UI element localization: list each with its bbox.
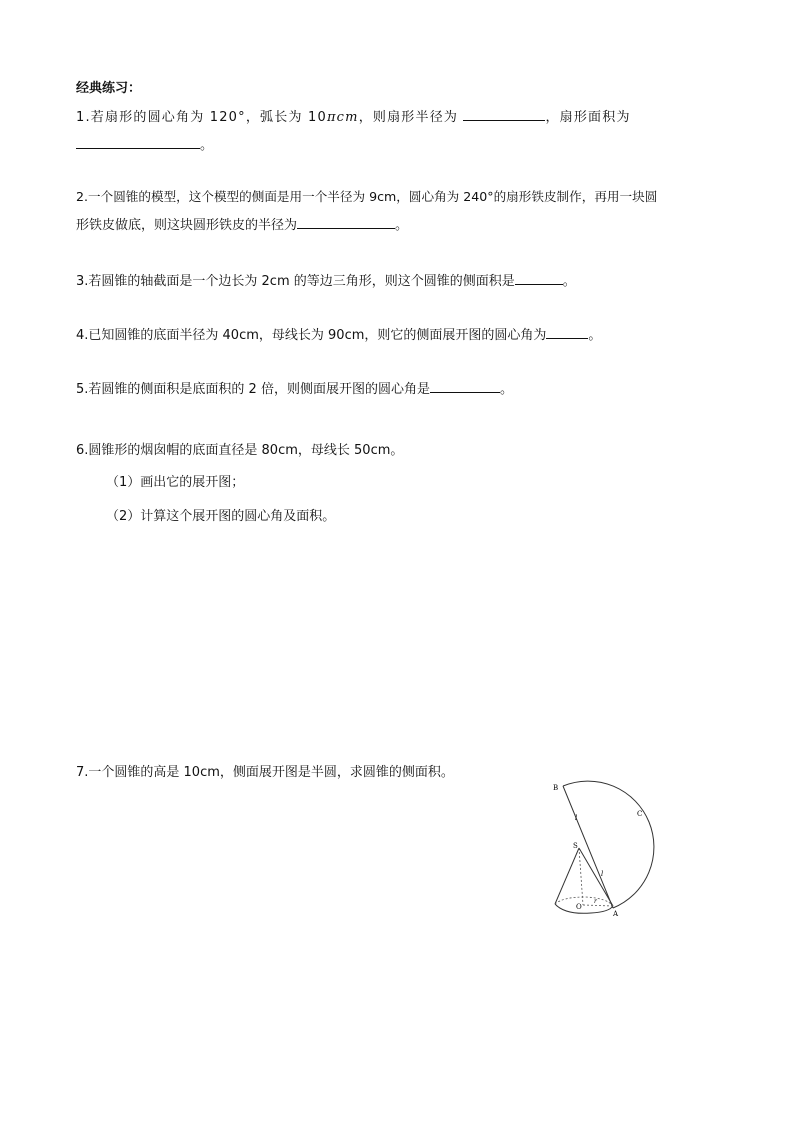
question-6-part-2: （2）计算这个展开图的圆心角及面积。 bbox=[106, 509, 336, 524]
label-o: O bbox=[576, 903, 582, 911]
q1-text-d: 。 bbox=[200, 138, 214, 153]
question-4 bbox=[76, 326, 601, 345]
label-c: C bbox=[637, 810, 643, 818]
q5-text-a: 5.若圆锥的侧面积是底面积的 2 倍，则侧面展开图的圆心角是 bbox=[76, 382, 430, 397]
q4-answer-blank[interactable] bbox=[546, 326, 588, 339]
q4-text-a: 4.已知圆锥的底面半径为 40cm，母线长为 90cm，则它的侧面展开图的圆心角为 bbox=[76, 328, 547, 343]
question-1 bbox=[76, 108, 631, 127]
question-1-cont bbox=[76, 136, 213, 155]
label-s: S bbox=[573, 842, 578, 850]
label-r: r bbox=[594, 898, 597, 905]
q1-radius-blank[interactable] bbox=[463, 108, 545, 121]
q5-answer-blank[interactable] bbox=[430, 380, 500, 393]
question-3 bbox=[76, 272, 576, 291]
q2-radius-blank[interactable] bbox=[297, 216, 395, 229]
q3-text-a: 3.若圆锥的轴截面是一个边长为 2cm 的等边三角形，则这个圆锥的侧面积是 bbox=[76, 274, 515, 289]
q3-text-b: 。 bbox=[562, 274, 576, 289]
label-b: B bbox=[553, 784, 559, 792]
question-7: 7.一个圆锥的高是 10cm，侧面展开图是半圆，求圆锥的侧面积。 bbox=[76, 765, 454, 780]
q1-pi-cm: πcm bbox=[326, 110, 359, 125]
cone-height-line bbox=[579, 848, 583, 905]
q1-text-a: 1.若扇形的圆心角为 120°，弧长为 10 bbox=[76, 110, 327, 125]
cone-development-figure bbox=[545, 776, 670, 918]
label-a: A bbox=[613, 910, 619, 918]
cone-radius-line bbox=[583, 905, 613, 906]
q3-answer-blank[interactable] bbox=[515, 272, 563, 285]
label-l-lower: l bbox=[601, 870, 604, 878]
label-l-upper: l bbox=[575, 814, 578, 822]
q4-text-b: 。 bbox=[588, 328, 602, 343]
q5-text-b: 。 bbox=[499, 382, 513, 397]
section-heading: 经典练习： bbox=[76, 81, 142, 96]
diameter-line bbox=[563, 786, 613, 908]
q1-text-b: ，则扇形半径为 bbox=[358, 110, 459, 125]
question-5 bbox=[76, 380, 513, 399]
q2-text-b: 。 bbox=[395, 218, 409, 233]
question-2-cont bbox=[76, 216, 408, 235]
question-6-part-1: （1）画出它的展开图； bbox=[106, 475, 245, 490]
cone-left-slant bbox=[555, 848, 579, 904]
question-6: 6.圆锥形的烟囱帽的底面直径是 80cm，母线长 50cm。 bbox=[76, 443, 404, 458]
q1-area-blank[interactable] bbox=[76, 136, 200, 149]
question-2: 2.一个圆锥的模型，这个模型的侧面是用一个半径为 9cm，圆心角为 240°的扇形铁皮制作，再用一块圆 bbox=[76, 189, 658, 204]
q1-text-c: ，扇形面积为 bbox=[545, 110, 631, 125]
q2-text-a: 形铁皮做底，则这块圆形铁皮的半径为 bbox=[76, 218, 298, 233]
